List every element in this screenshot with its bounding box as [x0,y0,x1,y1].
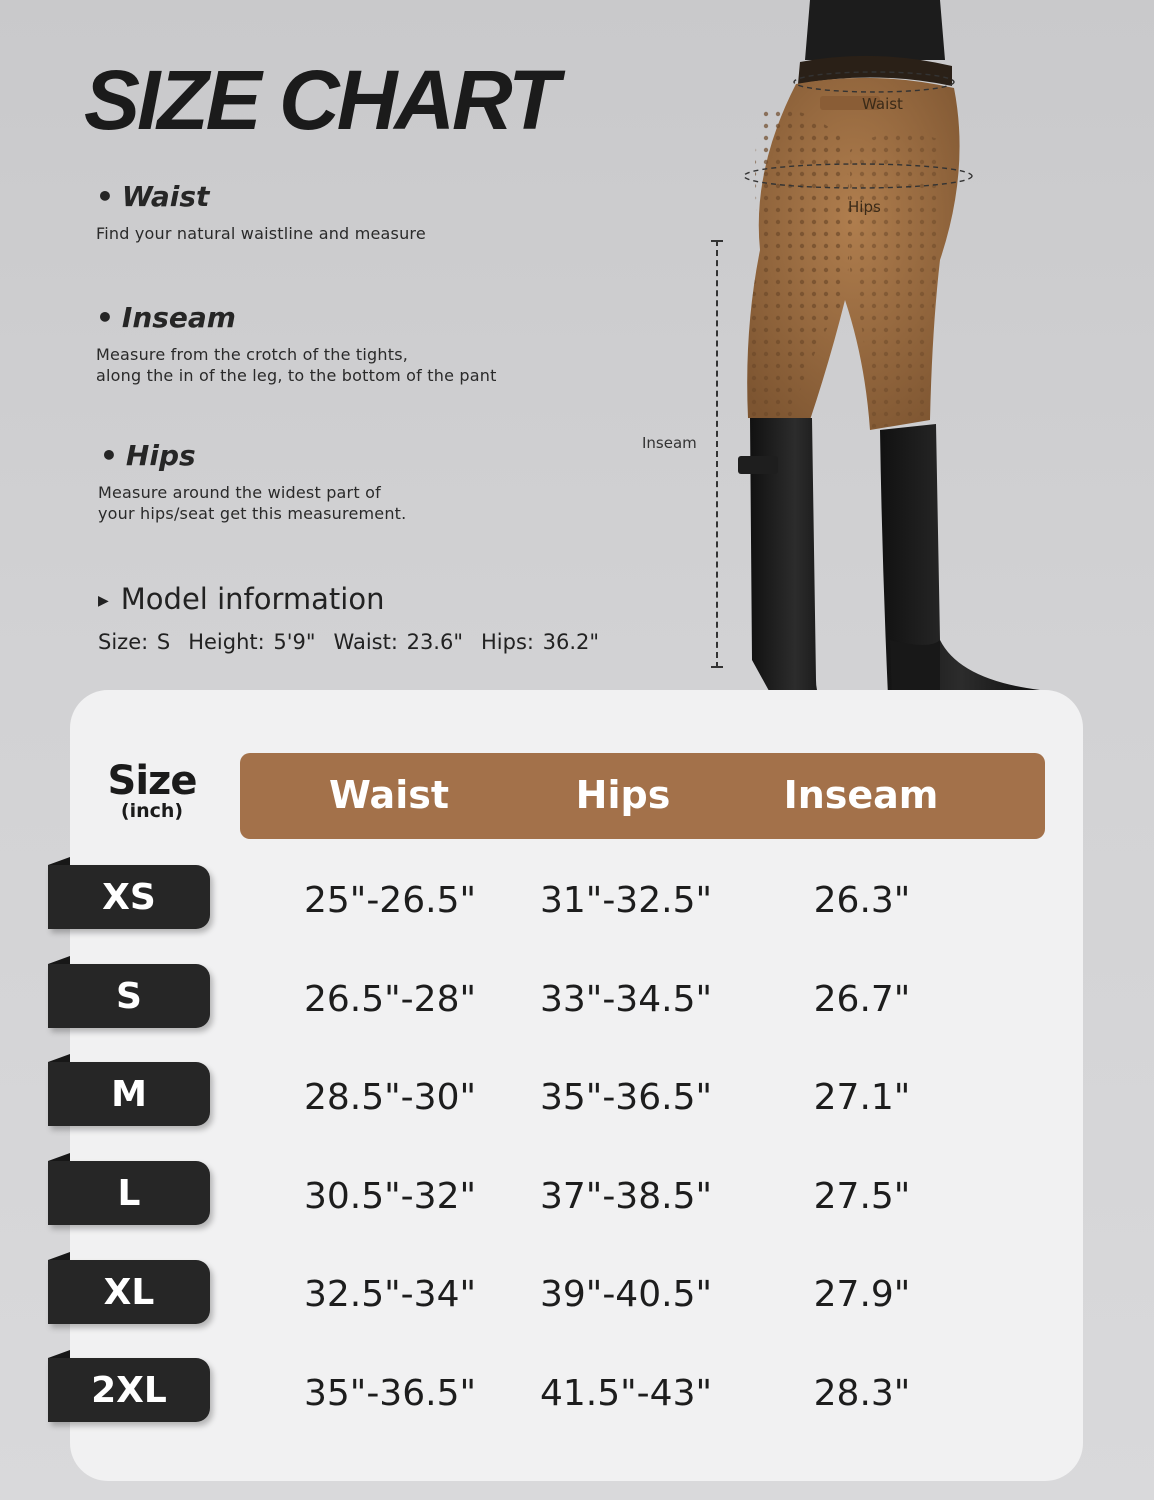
figure-waist-label: Waist [862,95,903,113]
model-hips: Hips: 36.2" [481,630,600,654]
model-info-heading: ▶ Model information [98,582,385,616]
cell-inseam: 26.7" [813,979,911,1020]
cell-inseam: 27.1" [813,1077,911,1118]
cell-inseam: 26.3" [813,880,911,921]
cell-inseam: 27.9" [813,1274,911,1315]
size-tab-2xl: 2XL [48,1358,210,1422]
cell-waist: 35"-36.5" [303,1373,477,1414]
figure-hips-label: Hips [848,198,881,216]
cell-hips: 33"-34.5" [539,979,713,1020]
cell-hips: 39"-40.5" [539,1274,713,1315]
cell-hips: 37"-38.5" [539,1176,713,1217]
figure-inseam-label: Inseam [642,434,697,452]
size-tab-m: M [48,1062,210,1126]
size-tab-xl: XL [48,1260,210,1324]
cell-hips: 35"-36.5" [539,1077,713,1118]
cell-hips: 41.5"-43" [539,1373,713,1414]
column-header-hips: Hips [575,773,671,817]
cell-hips: 31"-32.5" [539,880,713,921]
cell-inseam: 28.3" [813,1373,911,1414]
size-tab-s: S [48,964,210,1028]
size-column-header [106,758,198,822]
inseam-description-line: Measure from the crotch of the tights, [96,345,409,364]
cell-waist: 28.5"-30" [303,1077,477,1118]
size-tab-xs: XS [48,865,210,929]
bullet-icon: • [96,180,114,213]
hips-description-line: Measure around the widest part of [98,483,381,502]
inseam-description-line: along the in of the leg, to the bottom of the pant [96,366,497,385]
inseam-measure-line [716,240,718,668]
waist-description: Find your natural waistline and measure [96,224,426,243]
inseam-section [96,301,497,386]
waist-section [96,180,426,244]
waist-heading: Waist [121,180,210,213]
model-info-values [98,630,617,654]
cell-waist: 32.5"-34" [303,1274,477,1315]
cell-waist: 26.5"-28" [303,979,477,1020]
triangle-right-icon: ▶ [98,593,109,609]
hips-heading: Hips [125,439,196,472]
cell-inseam: 27.5" [813,1176,911,1217]
size-label: Size [107,758,197,804]
inseam-cap-top [711,240,723,242]
unit-label: (inch) [120,800,184,822]
cell-waist: 25"-26.5" [303,880,477,921]
hips-section [100,439,406,524]
column-header-waist: Waist [328,773,449,817]
column-header-inseam: Inseam [783,773,939,817]
inseam-heading: Inseam [121,301,236,334]
hips-description-line: your hips/seat get this measurement. [98,504,407,523]
inseam-cap-bottom [711,666,723,668]
bullet-icon: • [100,439,118,472]
model-height: Height: 5'9" [188,630,316,654]
cell-waist: 30.5"-32" [303,1176,477,1217]
model-waist: Waist: 23.6" [333,630,463,654]
bullet-icon: • [96,301,114,334]
page-title: SIZE CHART [84,53,557,147]
model-size: Size: S [98,630,171,654]
size-tab-l: L [48,1161,210,1225]
